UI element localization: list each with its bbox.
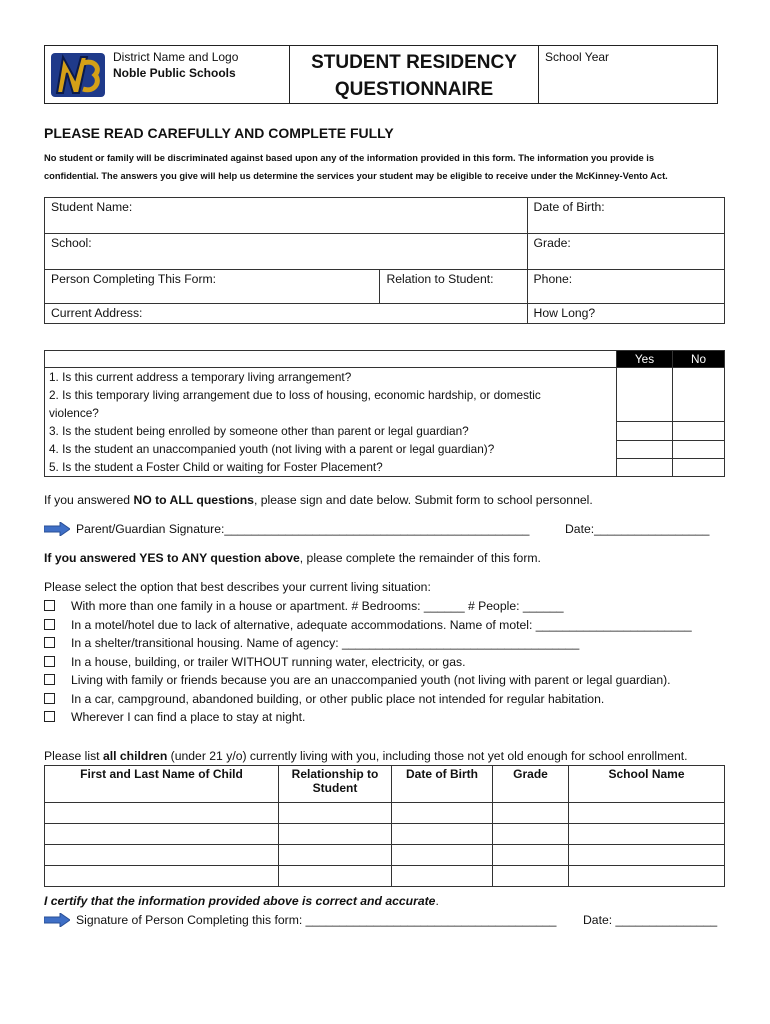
form-title-line1: STUDENT RESIDENCY xyxy=(311,52,517,73)
q1-q2-no-cell[interactable] xyxy=(673,368,725,422)
phone-field[interactable] xyxy=(527,270,724,304)
living-option[interactable]: In a car, campground, abandoned building, or other public place not intended for regular habitation. xyxy=(44,690,692,709)
checkbox[interactable] xyxy=(44,656,55,667)
table-row xyxy=(45,845,725,866)
certify-text: I certify that the information provided above is correct and accurate xyxy=(44,894,436,908)
grade-field[interactable] xyxy=(527,234,724,270)
school-name: Noble Public Schools xyxy=(113,66,236,80)
living-options-list xyxy=(44,597,692,727)
col-dob: Date of Birth xyxy=(392,766,493,803)
q1-q2-yes-cell[interactable] xyxy=(617,368,673,422)
col-school-name: School Name xyxy=(569,766,725,803)
question-2-cont: violence? xyxy=(49,406,99,420)
q3-no-cell[interactable] xyxy=(673,422,725,440)
checkbox[interactable] xyxy=(44,693,55,704)
living-option[interactable]: Wherever I can find a place to stay at night. xyxy=(44,708,692,727)
question-4: 4. Is the student an unaccompanied youth (not living with a parent or legal guardian)? xyxy=(49,442,495,456)
question-1: 1. Is this current address a temporary living arrangement? xyxy=(49,370,352,384)
yes-instructions xyxy=(44,549,541,567)
certify-date-line[interactable]: Date: _______________ xyxy=(583,913,718,927)
relation-field[interactable] xyxy=(380,270,527,304)
address-field[interactable] xyxy=(45,304,528,324)
q4-no-cell[interactable] xyxy=(673,440,725,458)
district-label: District Name and Logo xyxy=(113,50,239,64)
col-relationship xyxy=(279,766,392,803)
q4-yes-cell[interactable] xyxy=(617,440,673,458)
children-prompt-bold: all children xyxy=(102,749,168,763)
no-instructions-bold: NO to ALL questions xyxy=(133,493,254,507)
parent-signature-line[interactable]: Parent/Guardian Signature:_____________________________________________ xyxy=(76,522,530,536)
no-instructions-prefix: If you answered xyxy=(44,493,134,507)
yes-instructions-bold: If you answered YES to ANY question above xyxy=(44,551,300,565)
school-year-box xyxy=(538,45,718,104)
relation-label: Relation to Student: xyxy=(386,272,494,286)
school-year-label: School Year xyxy=(545,50,610,64)
question-3: 3. Is the student being enrolled by someone other than parent or legal guardian? xyxy=(49,424,469,438)
no-instructions-suffix: , please sign and date below. Submit form to school personnel. xyxy=(253,493,593,507)
no-header: No xyxy=(673,351,725,368)
intro-heading: PLEASE READ CAREFULLY AND COMPLETE FULLY xyxy=(44,125,394,141)
certify-statement xyxy=(44,892,439,910)
table-row xyxy=(45,866,725,887)
living-option[interactable]: In a motel/hotel due to lack of alternative, adequate accommodations. Name of motel: _______________________ xyxy=(44,616,692,635)
certify-period: . xyxy=(435,894,439,908)
arrow-right-icon xyxy=(44,522,70,536)
person-completing-label: Person Completing This Form: xyxy=(51,272,217,286)
checkbox[interactable] xyxy=(44,600,55,611)
grade-label: Grade: xyxy=(533,236,571,250)
q5-yes-cell[interactable] xyxy=(617,458,673,476)
parent-date-line[interactable]: Date:_________________ xyxy=(565,522,710,536)
checkbox[interactable] xyxy=(44,637,55,648)
form-title-line2: QUESTIONNAIRE xyxy=(334,79,494,100)
question-2: 2. Is this temporary living arrangement due to loss of housing, economic hardship, or domestic xyxy=(49,388,541,402)
school-field[interactable] xyxy=(45,234,528,270)
living-option[interactable]: In a house, building, or trailer WITHOUT running water, electricity, or gas. xyxy=(44,653,692,672)
question-5: 5. Is the student a Foster Child or waiting for Foster Placement? xyxy=(49,460,383,474)
student-name-label: Student Name: xyxy=(51,200,133,214)
children-prompt xyxy=(44,747,688,765)
col-child-name: First and Last Name of Child xyxy=(45,766,279,803)
living-option[interactable]: With more than one family in a house or apartment. # Bedrooms: ______ # People: ______ xyxy=(44,597,692,616)
table-row xyxy=(45,824,725,845)
screening-questions-table xyxy=(44,350,725,477)
student-name-field[interactable] xyxy=(45,198,528,234)
children-table xyxy=(44,765,725,887)
how-long-field[interactable] xyxy=(527,304,724,324)
living-situation-prompt: Please select the option that best describes your current living situation: xyxy=(44,580,431,594)
table-row xyxy=(45,803,725,824)
intro-line-1: No student or family will be discriminated against based upon any of the information provided in this form. The information you provide is xyxy=(44,153,655,163)
col-grade: Grade xyxy=(493,766,569,803)
children-prompt-prefix: Please list xyxy=(44,749,103,763)
q5-no-cell[interactable] xyxy=(673,458,725,476)
dob-field[interactable] xyxy=(527,198,724,234)
children-prompt-suffix: (under 21 y/o) currently living with you, including those not yet old enough for school enrollment. xyxy=(167,749,688,763)
checkbox[interactable] xyxy=(44,711,55,722)
intro-line-2: confidential. The answers you give will help us determine the services your student may be eligible to receive under the McKinney-Vento Act. xyxy=(44,171,668,181)
title-box xyxy=(289,45,539,104)
arrow-right-icon xyxy=(44,913,70,927)
yes-header: Yes xyxy=(617,351,673,368)
person-completing-field[interactable] xyxy=(45,270,380,304)
checkbox[interactable] xyxy=(44,619,55,630)
col-relationship-line1: Relationship to xyxy=(291,767,379,781)
yes-instructions-suffix: , please complete the remainder of this form. xyxy=(299,551,541,565)
dob-label: Date of Birth: xyxy=(533,200,605,214)
student-info-table xyxy=(44,197,725,324)
phone-label: Phone: xyxy=(533,272,573,286)
living-option[interactable]: Living with family or friends because you are an unaccompanied youth (not living with parent or legal guardian). xyxy=(44,671,692,690)
school-label: School: xyxy=(51,236,92,250)
how-long-label: How Long? xyxy=(533,306,596,320)
living-option[interactable]: In a shelter/transitional housing. Name of agency: ___________________________________ xyxy=(44,634,692,653)
no-instructions xyxy=(44,491,593,509)
col-relationship-line2: Student xyxy=(312,781,358,795)
address-label: Current Address: xyxy=(51,306,143,320)
district-logo xyxy=(49,49,107,101)
q3-yes-cell[interactable] xyxy=(617,422,673,440)
header-left-box xyxy=(44,45,290,104)
certify-signature-line[interactable]: Signature of Person Completing this form: _____________________________________ xyxy=(76,913,557,927)
checkbox[interactable] xyxy=(44,674,55,685)
